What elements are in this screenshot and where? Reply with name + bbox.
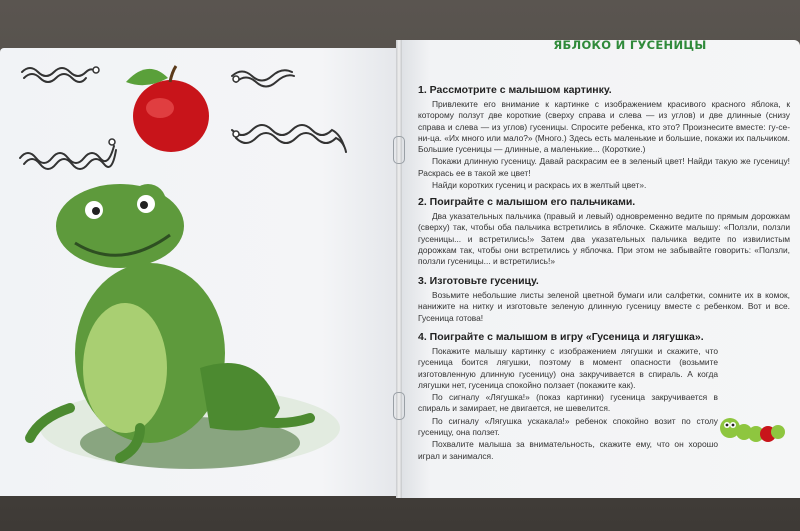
green-frog-icon <box>30 184 340 469</box>
staple <box>393 136 405 164</box>
worm-icon <box>20 139 116 169</box>
left-page <box>0 48 402 496</box>
section-paragraph: Привлеките его внимание к картинке с изображением красивого красного яблока, к которому ползут две короткие (сверху справа и слева — из углов) и две длинные (снизу справа и слева — из углов) гусеницы. Спросите ребенка, кто это? Произнесите вместе: гу-се-ни-ца. «Их много или мало?» (Много.) Здесь есть маленькие и большие, покажи их пальчиком. Большие гусеницы — длинные, а маленькие... (Короткие.) <box>418 99 790 155</box>
caterpillar-icon <box>718 410 788 454</box>
section-paragraph: Похвалите малыша за внимательность, скажите ему, что он хорошо играл и занимался. <box>418 439 718 461</box>
section-paragraph: Возьмите небольшие листы зеленой цветной бумаги или салфетки, сомните их в комок, нанижите на нитку и изготовьте зеленую длинную гусеницу вместе с ребенком. Вот и все. Гусеница готова! <box>418 290 790 323</box>
section-paragraph: Найди коротких гусениц и раскрась их в желтый цвет». <box>432 180 647 191</box>
worm-icon <box>232 70 294 86</box>
section-1 <box>418 84 790 192</box>
section-paragraph: По сигналу «Лягушка!» (показ картинки) гусеница закручивается в спираль и замирает, не двигается, не шевелится. <box>418 392 718 414</box>
worm-icon <box>232 125 346 152</box>
section-2 <box>418 196 790 268</box>
section-heading: 4. Поиграйте с малышом в игру «Гусеница и лягушка». <box>418 331 704 343</box>
section-4 <box>418 331 718 463</box>
section-3 <box>418 275 790 325</box>
section-paragraph: Два указательных пальчика (правый и левый) одновременно ведите по прямым дорожкам (сверху) так, чтобы оба пальчика встретились в яблочке. Скажите малышу: «Ползли, ползли гусеницы... и встретились!» Затем два указательных пальчика ведите по извилистым дорожкам так, чтобы они встретились у яблочка. При этом не забывайте говорить: «Ползли, ползли гусеницы... и встретились!» <box>418 211 790 267</box>
section-paragraph: Покажите малышу картинку с изображением лягушки и скажите, что гусеница боится лягушки, поэтому в момент опасности (возьмите изготовленную длинную гусеницу) она закручивается в спираль. А когда лягушки нет, гусеница спокойно ползает (покажите как). <box>418 346 718 390</box>
page-title: ЯБЛОКО И ГУСЕНИЦЫ <box>553 38 707 52</box>
section-paragraph: Покажи длинную гусеницу. Давай раскрасим ее в зеленый цвет! Найди такую же гусеницу! Раскрась ее в такой же цвет! <box>418 156 790 178</box>
worm-icon <box>22 67 99 82</box>
section-paragraph: По сигналу «Лягушка ускакала!» ребенок спокойно возит по столу гусеницу, она ползет. <box>418 415 718 438</box>
section-heading: 3. Изготовьте гусеницу. <box>418 275 539 287</box>
section-heading: 1. Рассмотрите с малышом картинку. <box>418 84 612 96</box>
left-page-illustration <box>0 48 402 496</box>
staple <box>393 392 405 420</box>
section-heading: 2. Поиграйте с малышом его пальчиками. <box>418 196 636 208</box>
book-spine <box>396 40 402 498</box>
red-apple-icon <box>126 66 209 152</box>
